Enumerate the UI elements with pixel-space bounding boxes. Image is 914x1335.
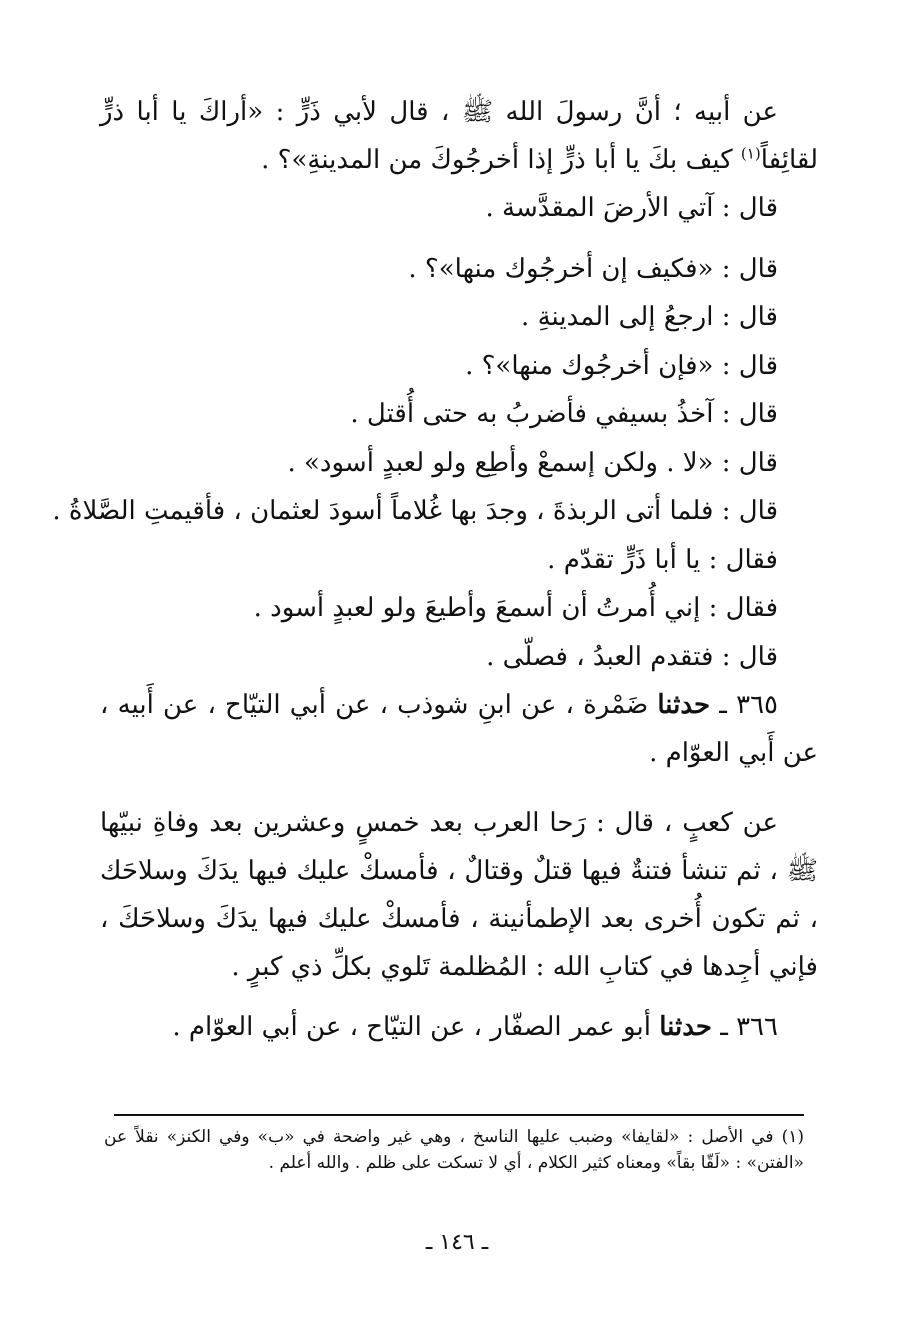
hadith-number: ٣٦٦ ـ [720,1012,778,1042]
dialogue-line: فقال : يا أبا ذَرٍّ تقدّم . [547,544,778,575]
haddathana-label: حدثنا [657,690,711,720]
page-number: ـ ١٤٦ ـ [425,1230,489,1255]
intro-line-2: كيف بكَ يا أبا ذرٍّ إذا أخرجُوكَ من المدينةِ»؟ . [261,145,733,175]
main-text [52,88,818,1051]
hadith-chain: أبو عمر الصفّار ، عن التيّاح ، عن أبي العوّام . [172,1012,651,1042]
hadith-chain: ضَمْرة ، عن ابنِ شوذب ، عن أبي التيّاح ، عن أَبيه ، عن أَبي العوّام . [100,690,818,768]
hadith-366 [100,1003,818,1051]
dialogue-block [52,184,818,681]
dialogue-line: قال : فلما أتى الربذةَ ، وجدَ بها غُلاماً أسودَ لعثمان ، فأقيمتِ الصَّلاةُ . [52,496,778,526]
dialogue-line: قال : فتقدم العبدُ ، فصلّى . [486,641,778,672]
dialogue-line: قال : ارجعُ إلى المدينةِ . [521,302,778,332]
spacer [100,233,818,245]
dialogue-line: قال : «لا . ولكن إسمعْ وأطِع ولو لعبدٍ أسود» . [287,447,778,478]
spacer [100,991,818,1003]
hadith-number: ٣٦٥ ـ [719,690,779,720]
footnotes [104,1124,804,1176]
dialogue-line: قال : آخذُ بسيفي فأضربُ به حتى أُقتل . [350,399,778,429]
footnote-reference[interactable]: (١) [740,144,761,163]
paragraph-intro [100,88,818,184]
spacer [100,777,818,799]
dialogue-line: قال : «فإن أخرجُوك منها»؟ . [465,350,778,381]
dialogue-line: قال : آتي الأرضَ المقدَّسة . [485,193,778,223]
footnote-1: (١) في الأصل : «لقايفا» وضبب عليها الناسخ ، وهي غير واضحة في «ب» وفي الكنز» نقلاً عن «الفتن» : «لَقّا بقاً» ومعناه كثير الكلام ، أي لا تسكت على ظلم . والله أعلم . [104,1127,804,1173]
paragraph-kaab: عن كعبٍ ، قال : رَحا العرب بعد خمسٍ وعشرين بعد وفاةِ نبيّها ﷺ ، ثم تنشأ فتنةٌ فيها قتلٌ وقتالٌ ، فأمسكْ عليك فيها يدَكَ وسلاحَك ، ثم تكون أُخرى بعد الإطمأنينة ، فأمسكْ عليك فيها يدَكَ وسلاحَكَ ، فإني أجِدها في كتابِ الله : المُظلمة تَلوي بكلِّ ذي كبرٍ . [100,808,818,982]
haddathana-label: حدثنا [659,1012,712,1042]
dialogue-line: قال : «فكيف إن أخرجُوك منها»؟ . [408,253,778,284]
footnote-divider [114,1114,804,1116]
intro-line-1: عن أبيه ؛ أنَّ رسولَ الله ﷺ ، قال لأبي ذَرٍّ : «أراكَ يا أبا ذرٍّ لقائِفاً [100,97,818,175]
dialogue-line: فقال : إني أُمرتُ أن أسمعَ وأطيعَ ولو لعبدٍ أسود . [253,593,778,623]
hadith-365 [100,681,818,777]
